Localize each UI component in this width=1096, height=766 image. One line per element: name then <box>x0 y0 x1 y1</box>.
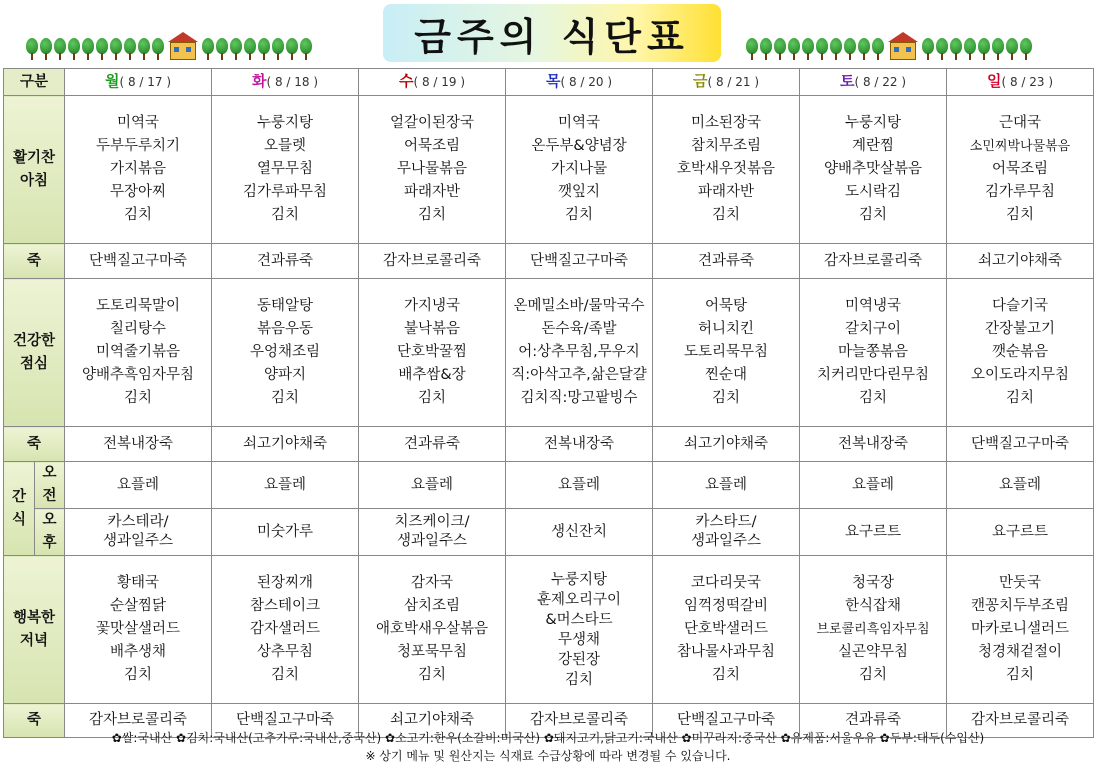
porridge-cell: 단백질고구마죽 <box>65 244 212 279</box>
menu-item: 깻순볶음 <box>992 344 1049 360</box>
tree-icon <box>40 38 52 60</box>
menu-item: 김치 <box>712 207 741 223</box>
porridge-row-lunch <box>4 427 1094 462</box>
label-line: 후 <box>42 535 57 551</box>
label-line: 저녁 <box>20 632 49 649</box>
menu-item: 참치무조림 <box>690 138 762 154</box>
tree-icon <box>1006 38 1018 60</box>
day-date: ( 8 / 19 ) <box>413 75 466 89</box>
menu-item: 파래자반 <box>404 184 461 200</box>
page-title: 금주의 식단표 <box>414 14 690 59</box>
day-name: 일 <box>986 72 1002 90</box>
menu-item: 어묵탕 <box>705 298 748 314</box>
tree-icon <box>202 38 214 60</box>
day-name: 토 <box>839 72 855 90</box>
porridge-cell: 쇠고기야채죽 <box>359 704 506 738</box>
label-line: 건강한 <box>12 332 56 349</box>
day-name: 화 <box>251 72 267 90</box>
snack-am-cell: 요플레 <box>800 462 947 509</box>
dinner-row <box>4 556 1094 704</box>
porridge-cell: 견과류죽 <box>800 704 947 738</box>
menu-item: 누룽지탕 <box>257 115 314 131</box>
menu-item: 누룽지탕 <box>845 115 902 131</box>
tree-icon <box>96 38 108 60</box>
porridge-cell: 견과류죽 <box>653 244 800 279</box>
day-date: ( 8 / 18 ) <box>266 75 319 89</box>
tree-icon <box>54 38 66 60</box>
menu-item: 김치 <box>1006 667 1035 683</box>
label-line: 아침 <box>20 172 49 189</box>
tree-decoration-left <box>26 36 312 60</box>
dinner-mon <box>65 556 212 704</box>
tree-icon <box>244 38 256 60</box>
day-date: ( 8 / 22 ) <box>854 75 907 89</box>
menu-item: 얼갈이된장국 <box>389 115 475 131</box>
snack-pm-cell <box>800 509 947 556</box>
tree-icon <box>760 38 772 60</box>
menu-item: 직:아삭고추,삶은달걀 <box>511 367 647 383</box>
tree-icon <box>138 38 150 60</box>
breakfast-row <box>4 96 1094 244</box>
menu-item: 삼치조림 <box>404 598 461 614</box>
menu-item: 된장찌개 <box>257 575 314 591</box>
tree-icon <box>950 38 962 60</box>
day-name: 목 <box>545 72 561 90</box>
day-date: ( 8 / 23 ) <box>1001 75 1054 89</box>
menu-item: 양파지 <box>264 367 307 383</box>
lunch-tue <box>212 279 359 427</box>
tree-icon <box>872 38 884 60</box>
menu-item: 김치 <box>418 207 447 223</box>
menu-item: 감자샐러드 <box>249 621 321 637</box>
tree-icon <box>936 38 948 60</box>
menu-item: 코다리뭇국 <box>690 575 762 591</box>
porridge-cell: 쇠고기야채죽 <box>212 427 359 462</box>
menu-item: 마카로니샐러드 <box>970 621 1070 637</box>
page-header <box>0 0 1096 68</box>
menu-item: 김치 <box>271 390 300 406</box>
menu-item: &머스타드 <box>545 611 613 628</box>
snack-pm-row <box>4 509 1094 556</box>
menu-item: 청포묵무침 <box>396 644 468 660</box>
menu-item: 훈제오리구이 <box>536 591 622 608</box>
breakfast-wed <box>359 96 506 244</box>
porridge-cell: 감자브로콜리죽 <box>800 244 947 279</box>
snack-pm-cell <box>506 509 653 556</box>
menu-item: 가지냉국 <box>404 298 461 314</box>
menu-item: 요구르트 <box>992 523 1049 540</box>
tree-icon <box>746 38 758 60</box>
menu-item: 다슬기국 <box>992 298 1049 314</box>
tree-icon <box>216 38 228 60</box>
menu-item: 생과일주스 <box>102 533 174 549</box>
menu-item: 온두부&양념장 <box>531 138 627 154</box>
lunch-thu <box>506 279 653 427</box>
tree-icon <box>82 38 94 60</box>
menu-item: 김치직:망고팥빙수 <box>520 390 638 406</box>
change-notice: ※ 상기 메뉴 및 원산지는 식재료 수급상황에 따라 변경될 수 있습니다. <box>365 749 731 763</box>
menu-item: 찐순대 <box>705 367 748 383</box>
snack-am-row <box>4 462 1094 509</box>
menu-item: 열무무침 <box>257 161 314 177</box>
menu-item: 오이도라지무침 <box>970 367 1070 383</box>
menu-item: 단호박꿀찜 <box>396 344 468 360</box>
tree-icon <box>1020 38 1032 60</box>
porridge-cell: 감자브로콜리죽 <box>947 704 1094 738</box>
label-line: 간 <box>11 488 26 505</box>
menu-item: 김치 <box>418 667 447 683</box>
menu-item: 우엉채조림 <box>249 344 321 360</box>
tree-icon <box>964 38 976 60</box>
menu-item: 김치 <box>1006 390 1035 406</box>
porridge-cell: 전복내장죽 <box>65 427 212 462</box>
menu-item: 김치 <box>859 667 888 683</box>
lunch-row <box>4 279 1094 427</box>
dinner-wed <box>359 556 506 704</box>
menu-item: 도토리묵무침 <box>683 344 769 360</box>
menu-item: 양배추흑임자무침 <box>81 367 195 383</box>
porridge-cell: 감자브로콜리죽 <box>359 244 506 279</box>
breakfast-tue <box>212 96 359 244</box>
menu-item: 간장불고기 <box>984 321 1056 337</box>
snack-pm-label <box>35 509 65 556</box>
porridge-cell: 쇠고기야채죽 <box>947 244 1094 279</box>
menu-item: 단호박샐러드 <box>683 621 769 637</box>
dinner-fri <box>653 556 800 704</box>
menu-item: 브로콜리흑임자무침 <box>816 622 930 637</box>
porridge-cell: 감자브로콜리죽 <box>65 704 212 738</box>
menu-item: 참스테이크 <box>249 598 321 614</box>
day-name: 금 <box>692 72 708 90</box>
snack-pm-cell <box>212 509 359 556</box>
label-line: 오 <box>42 512 57 528</box>
menu-item: 어묵조림 <box>992 161 1049 177</box>
menu-item: 김치 <box>712 667 741 683</box>
menu-item: 두부두루치기 <box>95 138 181 154</box>
lunch-label <box>4 279 65 427</box>
menu-item: 참나물사과무침 <box>676 644 776 660</box>
menu-item: 생신잔치 <box>551 523 608 540</box>
porridge-cell: 단백질고구마죽 <box>947 427 1094 462</box>
snack-label <box>4 462 35 556</box>
menu-item: 어:상추무침,무우지 <box>518 344 640 360</box>
menu-item: 치커리만다린무침 <box>816 367 930 383</box>
snack-pm-cell <box>947 509 1094 556</box>
menu-item: 가지나물 <box>551 161 608 177</box>
menu-item: 김가루무침 <box>984 184 1056 200</box>
snack-am-cell: 요플레 <box>359 462 506 509</box>
day-header-sun <box>947 69 1094 96</box>
tree-icon <box>774 38 786 60</box>
porridge-cell: 단백질고구마죽 <box>212 704 359 738</box>
tree-icon <box>26 38 38 60</box>
origin-note: ✿쌀:국내산 ✿김치:국내산(고추가루:국내산,중국산) ✿소고기:한우(소갈비:미국산) ✿돼지고기,닭고기:국내산 ✿미꾸라지:중국산 ✿유제품:서울우유 ✿두부:대두(수입산) <box>111 731 985 745</box>
tree-icon <box>152 38 164 60</box>
menu-item: 한식잡채 <box>845 598 902 614</box>
snack-am-cell: 요플레 <box>65 462 212 509</box>
house-icon <box>168 32 198 60</box>
snack-pm-cell <box>65 509 212 556</box>
tree-icon <box>788 38 800 60</box>
porridge-row-breakfast <box>4 244 1094 279</box>
menu-item: 감자국 <box>411 575 454 591</box>
tree-icon <box>922 38 934 60</box>
menu-item: 실곤약무침 <box>837 644 909 660</box>
dinner-sun <box>947 556 1094 704</box>
day-date: ( 8 / 17 ) <box>119 75 172 89</box>
menu-item: 양배추맛살볶음 <box>823 161 923 177</box>
menu-item: 캔꽁치두부조림 <box>970 598 1070 614</box>
menu-item: 김치 <box>1006 207 1035 223</box>
day-header-mon <box>65 69 212 96</box>
gubun-header: 구분 <box>4 69 65 96</box>
lunch-sat <box>800 279 947 427</box>
menu-item: 김치 <box>859 207 888 223</box>
menu-item: 미역국 <box>117 115 160 131</box>
tree-icon <box>110 38 122 60</box>
menu-item: 임꺽정떡갈비 <box>683 598 769 614</box>
menu-item: 소민찌박나물볶음 <box>969 139 1071 154</box>
lunch-sun <box>947 279 1094 427</box>
menu-item: 김치 <box>124 667 153 683</box>
porridge-cell: 견과류죽 <box>212 244 359 279</box>
menu-item: 누룽지탕 <box>551 571 608 588</box>
day-header-wed <box>359 69 506 96</box>
menu-item: 배추생채 <box>110 644 167 660</box>
porridge-label: 죽 <box>4 704 65 738</box>
snack-pm-cell <box>359 509 506 556</box>
porridge-label: 죽 <box>4 427 65 462</box>
tree-icon <box>258 38 270 60</box>
title-banner <box>383 4 721 62</box>
header-row <box>4 69 1094 96</box>
menu-item: 김치 <box>271 207 300 223</box>
menu-item: 미역국 <box>558 115 601 131</box>
menu-item: 가지볶음 <box>110 161 167 177</box>
label-line: 오 <box>42 465 57 481</box>
menu-item: 김치 <box>712 390 741 406</box>
breakfast-sat <box>800 96 947 244</box>
menu-item: 계란찜 <box>852 138 895 154</box>
menu-item: 파래자반 <box>698 184 755 200</box>
menu-item: 미역줄기볶음 <box>95 344 181 360</box>
menu-item: 황태국 <box>117 575 160 591</box>
menu-item: 불낙볶음 <box>404 321 461 337</box>
footer-notes <box>0 729 1096 765</box>
menu-item: 상추무침 <box>257 644 314 660</box>
house-icon <box>888 32 918 60</box>
menu-item: 애호박새우살볶음 <box>375 621 489 637</box>
menu-item: 김치 <box>271 667 300 683</box>
breakfast-thu <box>506 96 653 244</box>
tree-icon <box>230 38 242 60</box>
snack-am-label <box>35 462 65 509</box>
lunch-wed <box>359 279 506 427</box>
tree-icon <box>300 38 312 60</box>
menu-item: 청국장 <box>852 575 895 591</box>
label-line: 활기찬 <box>12 149 56 166</box>
tree-icon <box>802 38 814 60</box>
menu-item: 강된장 <box>558 651 601 668</box>
menu-item: 호박새우젓볶음 <box>676 161 776 177</box>
label-line: 점심 <box>20 355 49 372</box>
day-header-thu <box>506 69 653 96</box>
menu-item: 허니치킨 <box>698 321 755 337</box>
porridge-cell: 견과류죽 <box>359 427 506 462</box>
menu-item: 미역냉국 <box>845 298 902 314</box>
breakfast-label <box>4 96 65 244</box>
label-line: 식 <box>11 511 26 528</box>
menu-item: 볶음우동 <box>257 321 314 337</box>
tree-icon <box>858 38 870 60</box>
menu-item: 동태알탕 <box>257 298 314 314</box>
dinner-label <box>4 556 65 704</box>
day-date: ( 8 / 20 ) <box>560 75 613 89</box>
tree-icon <box>992 38 1004 60</box>
menu-item: 생과일주스 <box>396 533 468 549</box>
menu-item: 김치 <box>859 390 888 406</box>
menu-item: 무생채 <box>558 631 601 648</box>
menu-item: 마늘쫑볶음 <box>837 344 909 360</box>
day-name: 수 <box>398 72 414 90</box>
tree-icon <box>816 38 828 60</box>
tree-decoration-right <box>746 36 1032 60</box>
day-header-fri <box>653 69 800 96</box>
snack-am-cell: 요플레 <box>212 462 359 509</box>
menu-item: 도토리묵말이 <box>95 298 181 314</box>
menu-item: 무나물볶음 <box>396 161 468 177</box>
lunch-mon <box>65 279 212 427</box>
menu-item: 김치 <box>418 390 447 406</box>
porridge-cell: 전복내장죽 <box>506 427 653 462</box>
tree-icon <box>830 38 842 60</box>
menu-item: 배추쌈&장 <box>398 367 466 383</box>
tree-icon <box>68 38 80 60</box>
label-line: 행복한 <box>12 609 56 626</box>
label-line: 전 <box>42 488 57 504</box>
menu-item: 카스테라/ <box>107 514 169 530</box>
menu-item: 오믈렛 <box>264 138 307 154</box>
weekly-menu-table <box>3 68 1094 738</box>
snack-am-cell: 요플레 <box>653 462 800 509</box>
porridge-cell: 단백질고구마죽 <box>506 244 653 279</box>
day-header-tue <box>212 69 359 96</box>
tree-icon <box>272 38 284 60</box>
porridge-cell: 쇠고기야채죽 <box>653 427 800 462</box>
menu-item: 김치 <box>124 207 153 223</box>
dinner-tue <box>212 556 359 704</box>
day-date: ( 8 / 21 ) <box>707 75 760 89</box>
menu-item: 김치 <box>124 390 153 406</box>
menu-item: 김치 <box>565 671 594 688</box>
lunch-fri <box>653 279 800 427</box>
menu-item: 미소된장국 <box>690 115 762 131</box>
dinner-sat <box>800 556 947 704</box>
tree-icon <box>844 38 856 60</box>
snack-am-cell: 요플레 <box>506 462 653 509</box>
menu-item: 카스타드/ <box>695 514 757 530</box>
menu-item: 김가루파무침 <box>242 184 328 200</box>
tree-icon <box>286 38 298 60</box>
porridge-cell: 단백질고구마죽 <box>653 704 800 738</box>
menu-item: 요구르트 <box>845 523 902 540</box>
porridge-cell: 감자브로콜리죽 <box>506 704 653 738</box>
day-header-sat <box>800 69 947 96</box>
menu-item: 깻잎지 <box>558 184 601 200</box>
menu-item: 도시락김 <box>845 184 902 200</box>
menu-item: 순살찜닭 <box>110 598 167 614</box>
menu-item: 갈치구이 <box>845 321 902 337</box>
dinner-thu <box>506 556 653 704</box>
menu-item: 치즈케이크/ <box>394 514 470 530</box>
tree-icon <box>124 38 136 60</box>
menu-item: 김치 <box>565 207 594 223</box>
menu-item: 무장아찌 <box>110 184 167 200</box>
snack-am-cell: 요플레 <box>947 462 1094 509</box>
breakfast-mon <box>65 96 212 244</box>
breakfast-sun <box>947 96 1094 244</box>
menu-item: 돈수육/족발 <box>541 321 617 337</box>
porridge-cell: 전복내장죽 <box>800 427 947 462</box>
menu-item: 어묵조림 <box>404 138 461 154</box>
menu-item: 온메밀소바/물막국수 <box>513 298 645 314</box>
menu-item: 꽃맛살샐러드 <box>95 621 181 637</box>
breakfast-fri <box>653 96 800 244</box>
snack-pm-cell <box>653 509 800 556</box>
menu-item: 만둣국 <box>999 575 1042 591</box>
menu-item: 생과일주스 <box>690 533 762 549</box>
porridge-label: 죽 <box>4 244 65 279</box>
menu-item: 근대국 <box>999 115 1042 131</box>
menu-item: 청경채겉절이 <box>977 644 1063 660</box>
day-name: 월 <box>104 72 120 90</box>
tree-icon <box>978 38 990 60</box>
menu-item: 칠리탕수 <box>110 321 167 337</box>
menu-item: 미숫가루 <box>257 523 314 540</box>
